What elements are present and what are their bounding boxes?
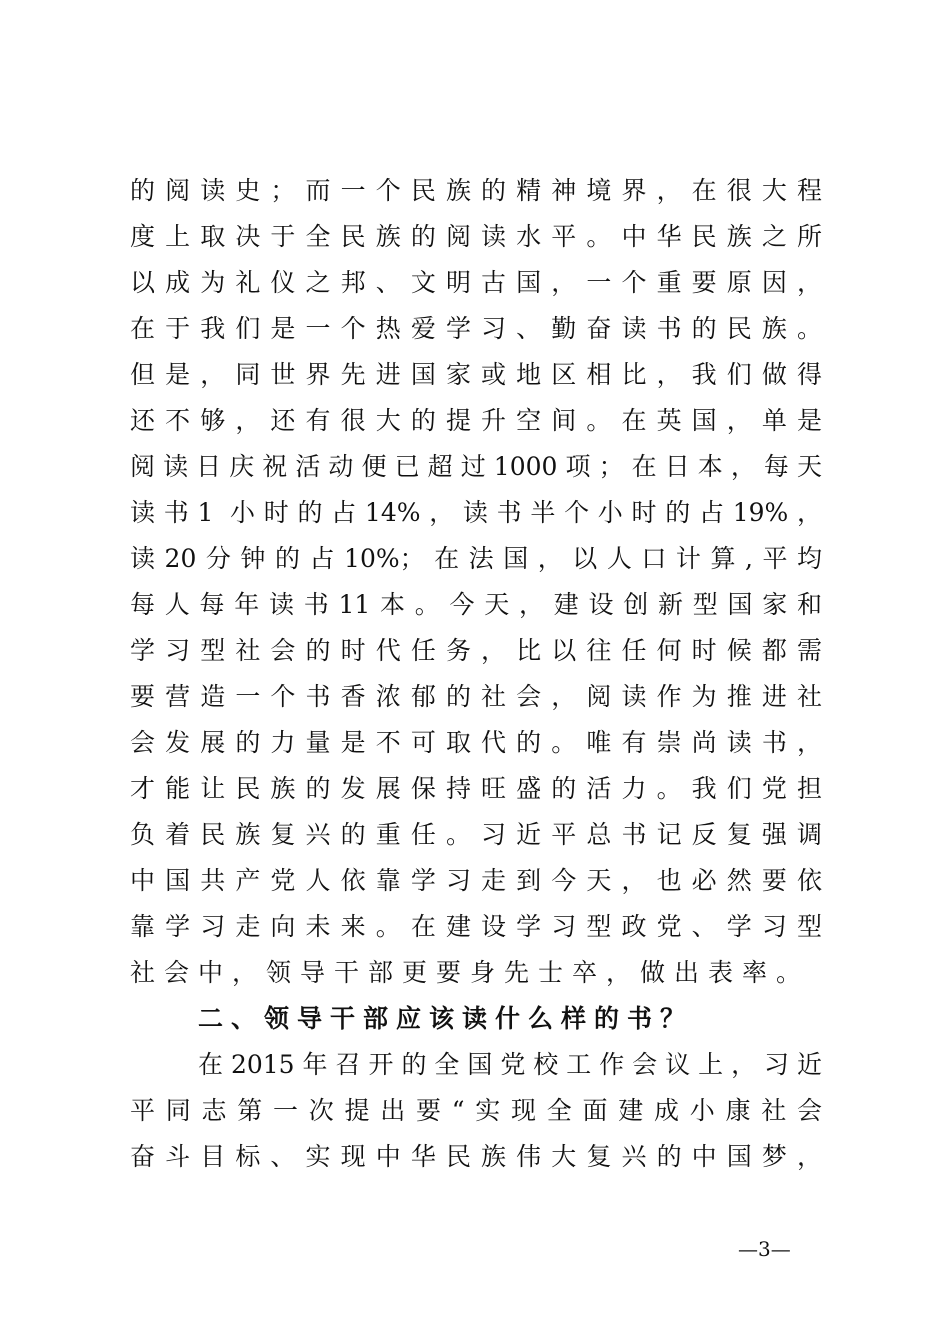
text-line: 以成为礼仪之邦、文明古国，一个重要原因， <box>130 268 822 297</box>
text-line: 靠学习走向未来。在建设学习型政党、学习型 <box>130 912 822 941</box>
text-line: 阅读日庆祝活动便已超过1000项；在日本，每天 <box>130 452 822 481</box>
text-line: 才能让民族的发展保持旺盛的活力。我们党担 <box>130 774 822 803</box>
text-line: 每人每年读书11本。今天，建设创新型国家和 <box>130 590 822 619</box>
text-line: 平同志第一次提出要“实现全面建成小康社会 <box>130 1096 822 1125</box>
text-line: 中国共产党人依靠学习走到今天，也必然要依 <box>130 866 822 895</box>
text-line: 社会中，领导干部更要身先士卒，做出表率。 <box>130 958 811 987</box>
text-line: 负着民族复兴的重任。习近平总书记反复强调 <box>130 820 822 849</box>
text-line: 学习型社会的时代任务，比以往任何时候都需 <box>130 636 822 665</box>
text-line: 但是，同世界先进国家或地区相比，我们做得 <box>130 360 822 389</box>
text-line: 度上取决于全民族的阅读水平。中华民族之所 <box>130 222 822 251</box>
text-line: 读书1 小时的占14%，读书半个小时的占19%， <box>130 498 822 527</box>
text-line: 会发展的力量是不可取代的。唯有崇尚读书， <box>130 728 822 757</box>
section-heading: 二、领导干部应该读什么样的书？ <box>198 1004 694 1033</box>
text-line: 在于我们是一个热爱学习、勤奋读书的民族。 <box>130 314 822 343</box>
body-text <box>130 168 822 1180</box>
text-line: 还不够，还有很大的提升空间。在英国，单是 <box>130 406 822 435</box>
text-line: 的阅读史；而一个民族的精神境界，在很大程 <box>130 176 822 205</box>
text-line: 在2015年召开的全国党校工作会议上，习近 <box>198 1050 822 1079</box>
page-number: —3— <box>738 1237 791 1261</box>
text-line: 要营造一个书香浓郁的社会，阅读作为推进社 <box>130 682 822 711</box>
text-line: 读20分钟的占10%；在法国，以人口计算,平均 <box>130 544 822 573</box>
text-line: 奋斗目标、实现中华民族伟大复兴的中国梦， <box>130 1142 822 1171</box>
